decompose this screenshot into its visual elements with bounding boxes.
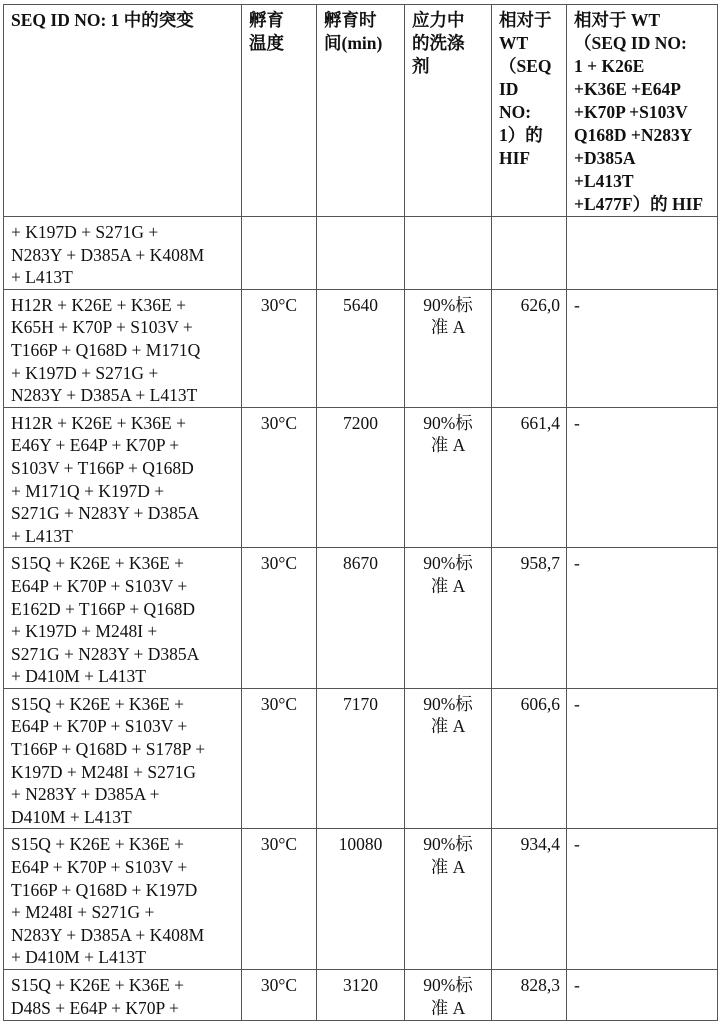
cell-hif-variant: - [567, 829, 718, 970]
cell-mutations: H12R + K26E + K36E + E46Y + E64P + K70P + S103V + T166P + Q168D + M171Q + K197D + S271G + N283Y + D385A + L413T [4, 407, 242, 548]
cell-time: 5640 [317, 289, 405, 407]
cell-hif-wt: 934,4 [492, 829, 567, 970]
cell-temp: 30°C [242, 548, 317, 689]
cell-mutations: S15Q + K26E + K36E + E64P + K70P + S103V + T166P + Q168D + S178P + K197D + M248I + S271G + N283Y + D385A + D410M + L413T [4, 688, 242, 829]
cell-mutations: S15Q + K26E + K36E + E64P + K70P + S103V + E162D + T166P + Q168D + K197D + M248I + S271G + N283Y + D385A + D410M + L413T [4, 548, 242, 689]
cell-mutations: S15Q + K26E + K36E + E64P + K70P + S103V + T166P + Q168D + K197D + M248I + S271G + N283Y + D385A + K408M + D410M + L413T [4, 829, 242, 970]
header-incubation-temp: 孵育 温度 [242, 5, 317, 217]
cell-temp: 30°C [242, 688, 317, 829]
table-row [4, 970, 718, 1021]
cell-detergent: 90%标 准 A [405, 970, 492, 1021]
header-stress-detergent: 应力中 的洗涤 剂 [405, 5, 492, 217]
cell-detergent: 90%标 准 A [405, 829, 492, 970]
header-hif-variant: 相对于 WT （SEQ ID NO: 1 + K26E +K36E +E64P +K70P +S103V Q168D +N283Y +D385A +L413T +L477F）的 HIF [567, 5, 718, 217]
header-mutations: SEQ ID NO: 1 中的突变 [4, 5, 242, 217]
cell-time: 7200 [317, 407, 405, 548]
cell-time [317, 217, 405, 290]
cell-hif-variant: - [567, 289, 718, 407]
cell-time: 7170 [317, 688, 405, 829]
table-row [4, 829, 718, 970]
cell-hif-wt: 958,7 [492, 548, 567, 689]
table-row [4, 407, 718, 548]
table-row [4, 688, 718, 829]
cell-time: 8670 [317, 548, 405, 689]
cell-detergent: 90%标 准 A [405, 688, 492, 829]
cell-hif-variant: - [567, 970, 718, 1021]
header-hif-wt: 相对于 WT （SEQ ID NO: 1）的 HIF [492, 5, 567, 217]
cell-temp: 30°C [242, 289, 317, 407]
cell-mutations: H12R + K26E + K36E + K65H + K70P + S103V + T166P + Q168D + M171Q + K197D + S271G + N283Y + D385A + L413T [4, 289, 242, 407]
mutation-hif-table [3, 4, 718, 1021]
header-incubation-time: 孵育时 间(min) [317, 5, 405, 217]
cell-mutations: + K197D + S271G + N283Y + D385A + K408M + L413T [4, 217, 242, 290]
cell-detergent [405, 217, 492, 290]
cell-hif-wt [492, 217, 567, 290]
cell-detergent: 90%标 准 A [405, 289, 492, 407]
cell-temp: 30°C [242, 970, 317, 1021]
cell-hif-wt: 661,4 [492, 407, 567, 548]
cell-time: 3120 [317, 970, 405, 1021]
cell-mutations: S15Q + K26E + K36E + D48S + E64P + K70P + [4, 970, 242, 1021]
cell-hif-variant: - [567, 407, 718, 548]
table-row [4, 548, 718, 689]
cell-temp [242, 217, 317, 290]
cell-hif-wt: 828,3 [492, 970, 567, 1021]
table-row [4, 217, 718, 290]
cell-hif-wt: 626,0 [492, 289, 567, 407]
cell-temp: 30°C [242, 407, 317, 548]
cell-detergent: 90%标 准 A [405, 548, 492, 689]
header-row [4, 5, 718, 217]
cell-hif-variant: - [567, 548, 718, 689]
cell-detergent: 90%标 准 A [405, 407, 492, 548]
cell-hif-variant: - [567, 688, 718, 829]
cell-temp: 30°C [242, 829, 317, 970]
cell-hif-variant [567, 217, 718, 290]
cell-hif-wt: 606,6 [492, 688, 567, 829]
table-row [4, 289, 718, 407]
cell-time: 10080 [317, 829, 405, 970]
